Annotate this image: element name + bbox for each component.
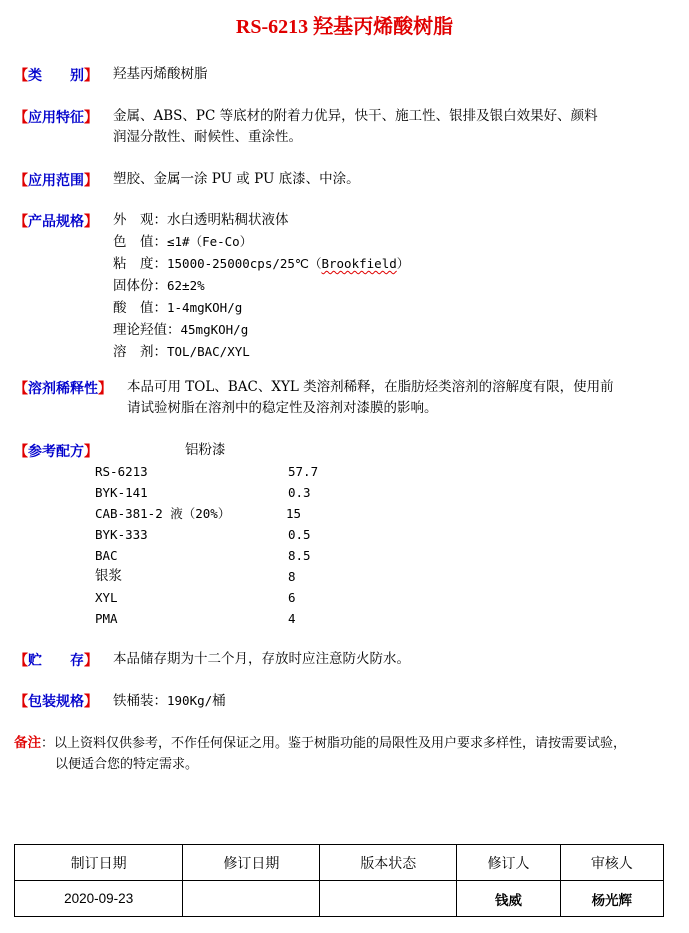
- storage-value: 本品储存期为十二个月，存放时应注意防火防水。: [113, 651, 410, 667]
- spec-solids: 固体份：62±2%: [113, 278, 205, 294]
- dilution-line-1: 本品可用 TOL、BAC、XYL 类溶剂稀释，在脂肪烃类溶剂的溶解度有限，使用前: [127, 379, 614, 395]
- specs-list: [113, 210, 409, 363]
- packaging-label: 【包装规格】: [14, 694, 98, 710]
- formula-row: BAC 8.5: [95, 548, 311, 563]
- note-line-1: ：以上资料仅供参考，不作任何保证之用。鉴于树脂功能的局限性及用户要求多样性，请按需要试验，: [41, 736, 627, 751]
- note-label: 备注: [14, 735, 41, 751]
- spec-viscosity: 粘 度：15000-25000cps/25℃（Brookfield）: [113, 256, 410, 272]
- header-approver: 审核人: [560, 845, 663, 881]
- formula-row: BYK-141 0.3: [95, 485, 311, 500]
- dilution-line-2: 请试验树脂在溶剂中的稳定性及溶剂对漆膜的影响。: [127, 400, 438, 416]
- note: [14, 733, 684, 775]
- formula-row: 银浆 8: [95, 568, 296, 584]
- formula-row: BYK-333 0.5: [95, 527, 311, 542]
- formula-row: CAB-381-2 液（20%） 15: [95, 506, 302, 521]
- header-reviser: 修订人: [457, 845, 560, 881]
- formula-table: [95, 461, 355, 629]
- header-version-status: 版本状态: [320, 845, 457, 881]
- spec-hydroxyl-value: 理论羟值：45mgKOH/g: [113, 322, 249, 338]
- storage-label: 【贮 存】: [14, 653, 98, 669]
- packaging-value: 铁桶装：190Kg/桶: [113, 693, 226, 709]
- category-value: 羟基丙烯酸树脂: [113, 66, 208, 82]
- formula-row: PMA 4: [95, 611, 296, 626]
- document-title: RS-6213 羟基丙烯酸树脂: [235, 16, 454, 38]
- value-version-status: [320, 881, 457, 917]
- scope-value: 塑胶、金属一涂 PU 或 PU 底漆、中涂。: [113, 171, 360, 187]
- revision-table: [14, 844, 664, 917]
- features-line-1: 金属、ABS、PC 等底材的附着力优异，快干、施工性、银排及银白效果好、颜料: [113, 108, 598, 124]
- revision-header-row: [15, 845, 664, 881]
- note-line-2: 以便适合您的特定需求。: [55, 757, 199, 772]
- value-reviser: 钱威: [457, 881, 560, 917]
- header-revision-date: 修订日期: [183, 845, 320, 881]
- value-approver: 杨光辉: [560, 881, 663, 917]
- specs-label: 【产品规格】: [14, 214, 98, 230]
- formula-row: RS-6213 57.7: [95, 464, 319, 479]
- formula-label: 【参考配方】: [14, 444, 98, 460]
- features-line-2: 润湿分散性、耐候性、重涂性。: [113, 129, 302, 145]
- formula-heading: 铝粉漆: [185, 442, 226, 458]
- spec-color: 色 值：≤1#（Fe-Co）: [113, 234, 253, 250]
- features-label: 【应用特征】: [14, 110, 98, 126]
- value-revision-date: [183, 881, 320, 917]
- revision-value-row: [15, 881, 664, 917]
- scope-label: 【应用范围】: [14, 173, 98, 189]
- category-label: 【类 别】: [14, 68, 98, 84]
- value-draft-date: 2020-09-23: [15, 881, 183, 917]
- spec-solvent: 溶 剂：TOL/BAC/XYL: [113, 344, 250, 360]
- dilution-label: 【溶剂稀释性】: [14, 381, 112, 397]
- formula-row: XYL 6: [95, 590, 296, 605]
- header-draft-date: 制订日期: [15, 845, 183, 881]
- spec-acid-value: 酸 值：1-4mgKOH/g: [113, 300, 243, 316]
- spec-appearance: 外 观：水白透明粘稠状液体: [113, 212, 289, 228]
